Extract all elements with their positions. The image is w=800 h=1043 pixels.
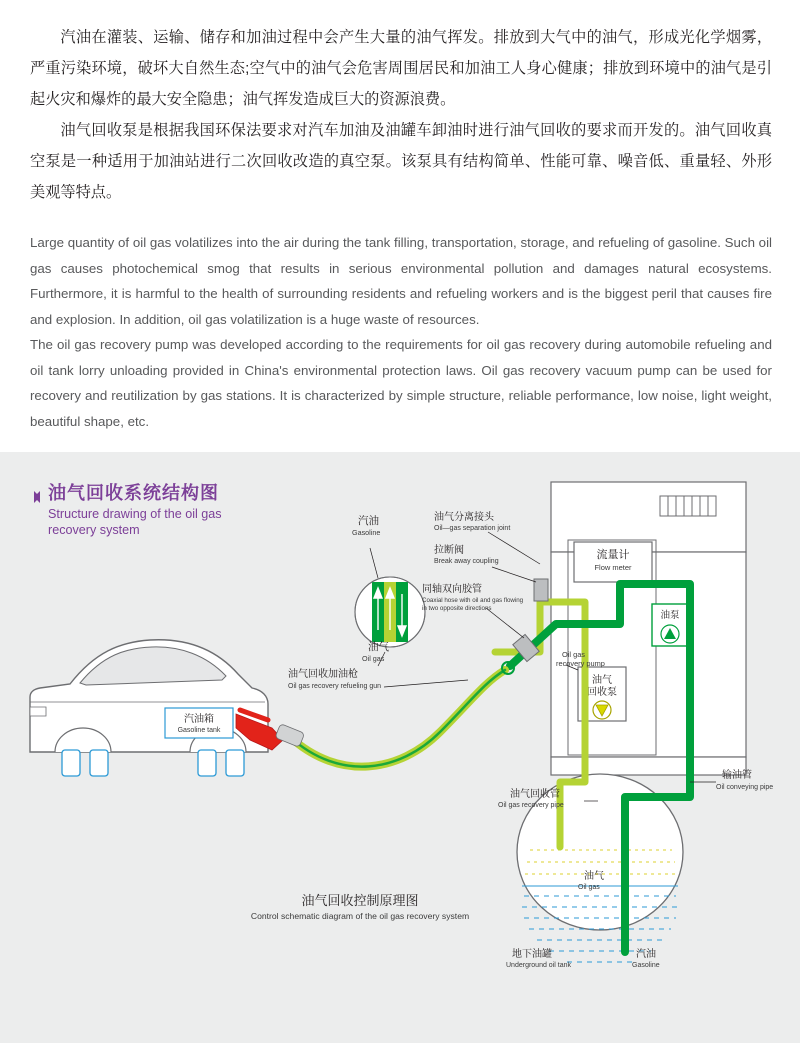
- conveying-pipe-label-cn: 输油管: [722, 770, 752, 781]
- recovery-pipe-label-en: Oil gas recovery pipe: [498, 802, 564, 809]
- chinese-paragraph-2: 油气回收泵是根据我国环保法要求对汽车加油及油罐车卸油时进行油气回收的要求而开发的。油气回收真空泵是一种适用于加油站进行二次回收改造的真空泵。该泵具有结构简单、性能可靠、噪音低、重量轻、外形美观等特点。: [30, 122, 772, 201]
- underground-tank-label-cn: 地下油罐: [512, 949, 552, 960]
- car-wheel-front-2: [90, 750, 108, 776]
- car-wheel-rear-2: [226, 750, 244, 776]
- break-away-label-en: Break away coupling: [434, 558, 499, 565]
- break-away-label-cn: 拉断阀: [434, 545, 464, 556]
- separation-joint-label-en: Oil—gas separation joint: [434, 525, 511, 532]
- coaxial-hose-label-en2: in two opposite directions: [422, 605, 492, 612]
- english-paragraph-1: Large quantity of oil gas volatilizes into the air during the tank filling, transportation, storage, and refueling of gasoline. Such oil gas causes photochemical smog that results in serious environmental pollution and damages natural ecosystems. Furthermore, it is harmful to the health of surrounding residents and refueling workers and is the biggest peril that causes fire and explosion. In addition, oil gas volatilization is a huge waste of resources.: [30, 235, 772, 327]
- diagram-title-cn: 油气回收系统结构图: [48, 483, 219, 503]
- recovery-pump-label-line1: 油气: [592, 675, 612, 686]
- tank-oil-gas-label-cn: 油气: [584, 871, 604, 882]
- tank-gasoline-label-cn: 汽油: [636, 949, 656, 960]
- diagram-caption-cn: 油气回收控制原理图: [301, 893, 419, 908]
- chinese-intro: [30, 22, 772, 208]
- recovery-pump-side-label-1: Oil gas: [562, 650, 586, 659]
- break-away-coupling: [534, 579, 548, 601]
- gasoline-label-cn: 汽油: [358, 515, 379, 527]
- refuel-gun-label-cn: 油气回收加油枪: [288, 669, 358, 680]
- tank-gasoline-label-en: Gasoline: [632, 962, 660, 969]
- car-illustration: [30, 640, 268, 776]
- coaxial-hose-label-en: Coaxial hose with oil and gas flowing: [422, 597, 524, 604]
- recovery-pump-label-line2: 回收泵: [587, 687, 617, 698]
- underground-tank-label-en: Underground oil tank: [506, 962, 571, 969]
- flow-meter-box: [574, 542, 652, 582]
- fluid-detail-callout: [355, 577, 425, 647]
- recovery-pump-side-label-2: recovery pump: [556, 659, 605, 668]
- diagram-title-en: Structure drawing of the oil gas recovery system: [48, 507, 222, 537]
- separation-joint-label-cn: 油气分离接头: [434, 512, 494, 523]
- diagram-caption: [250, 892, 470, 922]
- english-intro: [30, 230, 772, 434]
- diagram-heading: [30, 482, 248, 538]
- dispenser-base: [551, 757, 746, 775]
- diamond-icon: [28, 491, 40, 503]
- chinese-paragraph-1: 汽油在灌装、运输、储存和加油过程中会产生大量的油气挥发。排放到大气中的油气，形成光化学烟雾，严重污染环境，破坏大自然生态;空气中的油气会危害周围居民和加油工人身心健康；排放到环境中的油气是引起火灾和爆炸的最大安全隐患；油气挥发造成巨大的资源浪费。: [30, 29, 772, 108]
- english-paragraph-2: The oil gas recovery pump was developed according to the requirements for oil gas recovery during automobile refueling and oil tank lorry unloading provided in China's environmental protection laws. Oil gas recovery vacuum pump can be used for recovery and reutilization by gas stations. It is characterized by simple structure, reliable performance, low noise, light weight, beautiful shape, etc.: [30, 337, 772, 429]
- diagram-panel: [0, 452, 800, 1043]
- coaxial-hose-label-cn: 同轴双向胶管: [422, 584, 482, 595]
- conveying-pipe-label-en: Oil conveying pipe: [716, 784, 774, 791]
- flow-meter-label-cn: 流量计: [596, 549, 630, 561]
- refuel-gun-label-en: Oil gas recovery refueling gun: [288, 683, 381, 690]
- canopy-grill-icon: [660, 496, 716, 516]
- recovery-pipe-label-cn: 油气回收管: [510, 789, 560, 800]
- gasoline-tank-label-cn: 汽油箱: [184, 714, 214, 725]
- car-wheel-front: [62, 750, 80, 776]
- car-wheel-rear: [198, 750, 216, 776]
- system-schematic-svg: [0, 452, 800, 1043]
- gasoline-label-en: Gasoline: [352, 528, 381, 537]
- oil-gas-label-cn: 油气: [368, 641, 389, 653]
- oil-gas-label-en: Oil gas: [362, 654, 385, 663]
- diagram-caption-en: Control schematic diagram of the oil gas recovery system: [250, 911, 470, 921]
- flow-meter-label-en: Flow meter: [594, 563, 632, 572]
- oil-pump-label-cn: 油泵: [660, 610, 680, 621]
- tank-oil-gas-label-en: Oil gas: [578, 884, 600, 891]
- gasoline-tank-label-en: Gasoline tank: [177, 727, 221, 734]
